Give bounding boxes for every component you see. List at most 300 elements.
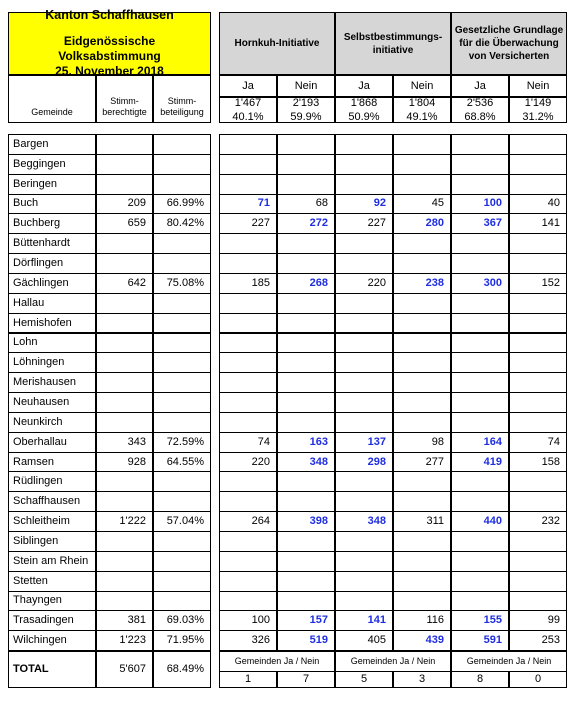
stimmbeteiligung-value: 80.42% — [166, 217, 204, 230]
gemeinde-name: Schleitheim — [13, 515, 70, 528]
gemeinden-nein-count — [277, 671, 335, 688]
ja-value: 141 — [367, 614, 386, 627]
ja-cell — [451, 491, 509, 512]
nein-cell — [277, 253, 335, 274]
table-row-stimmbeteiligung — [153, 511, 211, 532]
ja-cell — [219, 293, 277, 314]
table-row-stimmberechtigte — [96, 293, 153, 314]
nein-cell — [277, 134, 335, 155]
ja-value: 300 — [483, 276, 502, 289]
table-row-stimmbeteiligung — [153, 372, 211, 393]
nein-total-count: 1'804 — [408, 96, 436, 109]
total-stimmbeteiligung — [153, 651, 211, 688]
nein-total — [277, 97, 335, 123]
nein-cell — [509, 412, 567, 433]
total-stimmbeteiligung-value: 68.49% — [166, 663, 204, 676]
nein-cell — [277, 511, 335, 532]
table-row-stimmbeteiligung — [153, 471, 211, 492]
table-row-stimmberechtigte — [96, 154, 153, 175]
table-row-stimmberechtigte — [96, 491, 153, 512]
nein-total — [509, 97, 567, 123]
gemeinde-name: Beggingen — [13, 157, 66, 170]
ja-cell — [451, 253, 509, 274]
nein-value: 157 — [309, 614, 328, 627]
nein-cell — [277, 194, 335, 215]
ja-cell — [335, 313, 393, 334]
gemeinde-name: Siblingen — [13, 534, 59, 547]
nein-cell — [509, 253, 567, 274]
table-row-stimmbeteiligung — [153, 531, 211, 552]
ja-label: Ja — [474, 79, 486, 92]
gemeinde-name: Dörflingen — [13, 257, 64, 270]
table-row-stimmberechtigte — [96, 273, 153, 294]
table-row-stimmberechtigte — [96, 591, 153, 612]
table-row-gemeinde — [8, 194, 96, 215]
gemeinden-nein-value: 0 — [534, 673, 542, 686]
nein-header — [509, 75, 567, 97]
stimmbeteiligung-value: 72.59% — [166, 435, 204, 448]
table-row-stimmberechtigte — [96, 471, 153, 492]
vote-header-3 — [451, 12, 567, 75]
nein-cell — [393, 452, 451, 473]
nein-cell — [277, 313, 335, 334]
ja-cell — [451, 134, 509, 155]
nein-value: 40 — [547, 197, 560, 210]
ja-cell — [451, 531, 509, 552]
ja-cell — [219, 491, 277, 512]
ja-cell — [335, 491, 393, 512]
nein-cell — [277, 233, 335, 254]
nein-value: 163 — [309, 435, 328, 448]
gemeinde-name: Wilchingen — [13, 634, 67, 647]
nein-value: 280 — [425, 217, 444, 230]
stimmbeteiligung-value: 64.55% — [166, 455, 204, 468]
nein-cell — [509, 293, 567, 314]
table-row-stimmberechtigte — [96, 412, 153, 433]
table-row-gemeinde — [8, 352, 96, 373]
stimmbeteiligung-value: 71.95% — [166, 634, 204, 647]
ja-cell — [451, 233, 509, 254]
table-row-stimmbeteiligung — [153, 213, 211, 234]
ja-cell — [335, 630, 393, 651]
nein-label: Nein — [526, 79, 550, 92]
table-row-gemeinde — [8, 511, 96, 532]
ja-cell — [451, 630, 509, 651]
table-row-stimmbeteiligung — [153, 293, 211, 314]
nein-cell — [277, 591, 335, 612]
ja-cell — [219, 432, 277, 453]
table-row-gemeinde — [8, 253, 96, 274]
ja-cell — [219, 412, 277, 433]
nein-cell — [393, 293, 451, 314]
ja-cell — [451, 551, 509, 572]
ja-cell — [451, 392, 509, 413]
gemeinde-name: Neuhausen — [13, 395, 70, 408]
nein-cell — [509, 531, 567, 552]
ja-value: 227 — [251, 217, 270, 230]
ja-cell — [451, 194, 509, 215]
nein-header — [393, 75, 451, 97]
nein-cell — [393, 352, 451, 373]
vote-header-2 — [335, 12, 451, 75]
table-row-stimmbeteiligung — [153, 571, 211, 592]
gemeinden-label-text: Gemeinden Ja / Nein — [466, 656, 552, 667]
ja-cell — [451, 610, 509, 631]
ja-cell — [335, 432, 393, 453]
ja-cell — [219, 630, 277, 651]
nein-value: 152 — [541, 276, 560, 289]
header-stimmbeteiligung — [153, 75, 211, 123]
ja-cell — [451, 313, 509, 334]
nein-cell — [393, 471, 451, 492]
table-row-stimmbeteiligung — [153, 273, 211, 294]
nein-label: Nein — [294, 79, 318, 92]
gemeinden-ja-value: 1 — [244, 673, 252, 686]
ja-cell — [451, 571, 509, 592]
table-row-stimmberechtigte — [96, 372, 153, 393]
nein-cell — [393, 610, 451, 631]
stimmberechtigte-value: 343 — [127, 435, 146, 448]
ja-cell — [335, 134, 393, 155]
ja-value: 326 — [251, 634, 270, 647]
ja-cell — [335, 452, 393, 473]
gemeinde-name: Buchberg — [13, 217, 61, 230]
gemeinden-label-text: Gemeinden Ja / Nein — [350, 656, 436, 667]
nein-cell — [509, 491, 567, 512]
nein-cell — [277, 571, 335, 592]
ja-cell — [219, 471, 277, 492]
ja-cell — [335, 154, 393, 175]
table-row-stimmberechtigte — [96, 134, 153, 155]
ja-cell — [219, 452, 277, 473]
gemeinden-ja-count — [219, 671, 277, 688]
table-row-stimmbeteiligung — [153, 491, 211, 512]
nein-cell — [393, 313, 451, 334]
vote-header-1 — [219, 12, 335, 75]
nein-cell — [509, 432, 567, 453]
ja-value: 155 — [483, 614, 502, 627]
ja-cell — [451, 293, 509, 314]
gemeinde-name: Beringen — [13, 177, 58, 190]
nein-cell — [277, 372, 335, 393]
table-row-gemeinde — [8, 452, 96, 473]
ja-cell — [219, 352, 277, 373]
nein-value: 272 — [309, 217, 328, 230]
ja-cell — [335, 471, 393, 492]
gemeinden-ja-nein-label — [219, 651, 335, 672]
ja-total — [219, 97, 277, 123]
table-row-gemeinde — [8, 273, 96, 294]
total-label — [8, 651, 96, 688]
gemeinden-nein-value: 7 — [302, 673, 310, 686]
nein-cell — [277, 412, 335, 433]
nein-cell — [393, 511, 451, 532]
header-gemeinde-label: Gemeinde — [31, 107, 73, 118]
ja-cell — [219, 174, 277, 195]
nein-cell — [277, 174, 335, 195]
ja-cell — [219, 333, 277, 354]
ja-value: 220 — [251, 455, 270, 468]
table-row-gemeinde — [8, 333, 96, 354]
ja-cell — [335, 352, 393, 373]
nein-cell — [277, 154, 335, 175]
table-row-stimmberechtigte — [96, 392, 153, 413]
table-row-stimmbeteiligung — [153, 233, 211, 254]
nein-value: 141 — [541, 217, 560, 230]
ja-value: 264 — [251, 515, 270, 528]
stimmberechtigte-value: 1'222 — [119, 515, 146, 528]
ja-cell — [219, 313, 277, 334]
table-row-stimmbeteiligung — [153, 134, 211, 155]
title-date: 25. November 2018 — [55, 63, 164, 78]
gemeinden-nein-count — [393, 671, 451, 688]
ja-value: 348 — [367, 515, 386, 528]
ja-total — [451, 97, 509, 123]
gemeinde-name: Hallau — [13, 296, 45, 309]
gemeinde-name: Schaffhausen — [13, 495, 81, 508]
ja-cell — [335, 293, 393, 314]
table-row-stimmbeteiligung — [153, 174, 211, 195]
gemeinde-name: Stetten — [13, 574, 48, 587]
ja-cell — [451, 352, 509, 373]
table-row-stimmberechtigte — [96, 452, 153, 473]
ja-total-percent: 40.1% — [232, 111, 264, 123]
nein-cell — [393, 412, 451, 433]
table-row-stimmberechtigte — [96, 432, 153, 453]
ja-value: 591 — [483, 634, 502, 647]
table-row-stimmbeteiligung — [153, 452, 211, 473]
ja-cell — [219, 194, 277, 215]
nein-cell — [393, 432, 451, 453]
stimmbeteiligung-value: 66.99% — [166, 197, 204, 210]
table-row-gemeinde — [8, 531, 96, 552]
stimmberechtigte-value: 1'223 — [119, 634, 146, 647]
table-row-stimmberechtigte — [96, 194, 153, 215]
ja-cell — [335, 412, 393, 433]
nein-header — [277, 75, 335, 97]
nein-cell — [509, 213, 567, 234]
nein-cell — [393, 134, 451, 155]
table-row-stimmbeteiligung — [153, 412, 211, 433]
ja-total — [335, 97, 393, 123]
ja-cell — [451, 213, 509, 234]
ja-cell — [451, 154, 509, 175]
table-row-stimmbeteiligung — [153, 591, 211, 612]
gemeinde-name: Stein am Rhein — [13, 554, 89, 567]
ja-cell — [335, 194, 393, 215]
table-row-gemeinde — [8, 591, 96, 612]
nein-cell — [393, 174, 451, 195]
nein-cell — [277, 213, 335, 234]
table-row-gemeinde — [8, 491, 96, 512]
table-row-stimmberechtigte — [96, 253, 153, 274]
nein-value: 253 — [541, 634, 560, 647]
nein-cell — [393, 194, 451, 215]
gemeinden-label-text: Gemeinden Ja / Nein — [234, 656, 320, 667]
nein-label: Nein — [410, 79, 434, 92]
ja-value: 220 — [367, 276, 386, 289]
nein-value: 348 — [309, 455, 328, 468]
gemeinden-nein-count — [509, 671, 567, 688]
ja-cell — [219, 531, 277, 552]
ja-cell — [335, 610, 393, 631]
gemeinden-ja-count — [335, 671, 393, 688]
nein-cell — [509, 352, 567, 373]
table-row-stimmbeteiligung — [153, 432, 211, 453]
table-row-stimmberechtigte — [96, 313, 153, 334]
nein-total-percent: 31.2% — [522, 111, 554, 123]
nein-value: 116 — [426, 614, 444, 627]
nein-value: 158 — [541, 455, 560, 468]
stimmberechtigte-value: 209 — [127, 197, 146, 210]
table-row-gemeinde — [8, 154, 96, 175]
ja-cell — [219, 253, 277, 274]
table-row-gemeinde — [8, 233, 96, 254]
ja-value: 185 — [251, 276, 270, 289]
nein-value: 519 — [309, 634, 328, 647]
nein-cell — [277, 352, 335, 373]
gemeinde-name: Merishausen — [13, 376, 76, 389]
gemeinden-ja-value: 5 — [360, 673, 368, 686]
table-row-stimmberechtigte — [96, 174, 153, 195]
table-row-gemeinde — [8, 471, 96, 492]
stimmberechtigte-value: 381 — [127, 614, 146, 627]
nein-cell — [509, 372, 567, 393]
table-row-gemeinde — [8, 372, 96, 393]
table-row-gemeinde — [8, 134, 96, 155]
ja-cell — [219, 134, 277, 155]
nein-value: 98 — [431, 435, 444, 448]
nein-total — [393, 97, 451, 123]
ja-cell — [335, 174, 393, 195]
ja-cell — [451, 372, 509, 393]
nein-cell — [509, 452, 567, 473]
table-row-stimmbeteiligung — [153, 392, 211, 413]
ja-cell — [219, 591, 277, 612]
ja-cell — [335, 531, 393, 552]
nein-cell — [277, 392, 335, 413]
canton-title: Kanton Schaffhausen — [45, 8, 174, 23]
nein-cell — [393, 630, 451, 651]
table-row-stimmbeteiligung — [153, 333, 211, 354]
header-stimmberechtigte — [96, 75, 153, 123]
table-row-gemeinde — [8, 293, 96, 314]
ja-value: 100 — [483, 197, 502, 210]
ja-cell — [335, 233, 393, 254]
ja-total-count: 2'536 — [466, 96, 494, 109]
nein-cell — [393, 392, 451, 413]
table-row-stimmbeteiligung — [153, 352, 211, 373]
table-row-stimmbeteiligung — [153, 194, 211, 215]
nein-cell — [393, 333, 451, 354]
ja-cell — [335, 511, 393, 532]
nein-cell — [393, 233, 451, 254]
stimmbeteiligung-value: 69.03% — [166, 614, 204, 627]
nein-cell — [277, 273, 335, 294]
nein-cell — [509, 194, 567, 215]
ja-value: 137 — [367, 435, 386, 448]
table-row-stimmbeteiligung — [153, 610, 211, 631]
nein-cell — [393, 154, 451, 175]
nein-cell — [509, 610, 567, 631]
table-row-gemeinde — [8, 551, 96, 572]
gemeinde-name: Rüdlingen — [13, 475, 63, 488]
ja-total-count: 1'868 — [350, 96, 378, 109]
ja-value: 71 — [257, 197, 270, 210]
gemeinde-name: Thayngen — [13, 594, 62, 607]
stimmberechtigte-value: 928 — [127, 455, 146, 468]
gemeinden-ja-count — [451, 671, 509, 688]
gemeinde-name: Löhningen — [13, 356, 65, 369]
gemeinde-name: Hemishofen — [13, 316, 72, 329]
nein-cell — [509, 630, 567, 651]
ja-cell — [219, 511, 277, 532]
ja-cell — [335, 253, 393, 274]
nein-cell — [393, 491, 451, 512]
ja-value: 164 — [483, 435, 502, 448]
nein-cell — [509, 134, 567, 155]
nein-cell — [509, 551, 567, 572]
nein-total-percent: 49.1% — [406, 111, 438, 123]
total-label-text: TOTAL — [13, 663, 49, 676]
nein-value: 238 — [425, 276, 444, 289]
nein-cell — [277, 551, 335, 572]
gemeinde-name: Lohn — [13, 336, 38, 349]
nein-cell — [509, 174, 567, 195]
table-row-gemeinde — [8, 213, 96, 234]
stimmbeteiligung-value: 57.04% — [166, 515, 204, 528]
header-gemeinde — [8, 75, 96, 123]
table-row-stimmberechtigte — [96, 511, 153, 532]
ja-cell — [451, 452, 509, 473]
ja-cell — [219, 273, 277, 294]
gemeinden-ja-value: 8 — [476, 673, 484, 686]
nein-cell — [277, 333, 335, 354]
table-row-gemeinde — [8, 571, 96, 592]
ja-cell — [219, 571, 277, 592]
gemeinden-nein-value: 3 — [418, 673, 426, 686]
gemeinde-name: Gächlingen — [13, 276, 69, 289]
ja-cell — [335, 213, 393, 234]
ja-label: Ja — [242, 79, 254, 92]
nein-total-count: 1'149 — [524, 96, 552, 109]
nein-cell — [509, 273, 567, 294]
table-row-stimmbeteiligung — [153, 154, 211, 175]
ja-value: 92 — [373, 197, 386, 210]
vote-title: Gesetzliche Grundlage für die Überwachung von Versicherten — [454, 25, 564, 62]
nein-value: 232 — [541, 515, 560, 528]
nein-total-percent: 59.9% — [290, 111, 322, 123]
nein-cell — [277, 610, 335, 631]
ja-header — [451, 75, 509, 97]
nein-value: 45 — [431, 197, 444, 210]
ja-cell — [219, 610, 277, 631]
ja-cell — [335, 571, 393, 592]
nein-cell — [393, 571, 451, 592]
nein-cell — [509, 233, 567, 254]
table-row-stimmbeteiligung — [153, 253, 211, 274]
ja-cell — [335, 551, 393, 572]
table-row-stimmberechtigte — [96, 213, 153, 234]
table-row-gemeinde — [8, 174, 96, 195]
ja-cell — [335, 392, 393, 413]
nein-cell — [277, 531, 335, 552]
ja-cell — [451, 174, 509, 195]
nein-value: 398 — [309, 515, 328, 528]
table-row-stimmberechtigte — [96, 551, 153, 572]
gemeinden-ja-nein-label — [451, 651, 567, 672]
nein-cell — [393, 253, 451, 274]
